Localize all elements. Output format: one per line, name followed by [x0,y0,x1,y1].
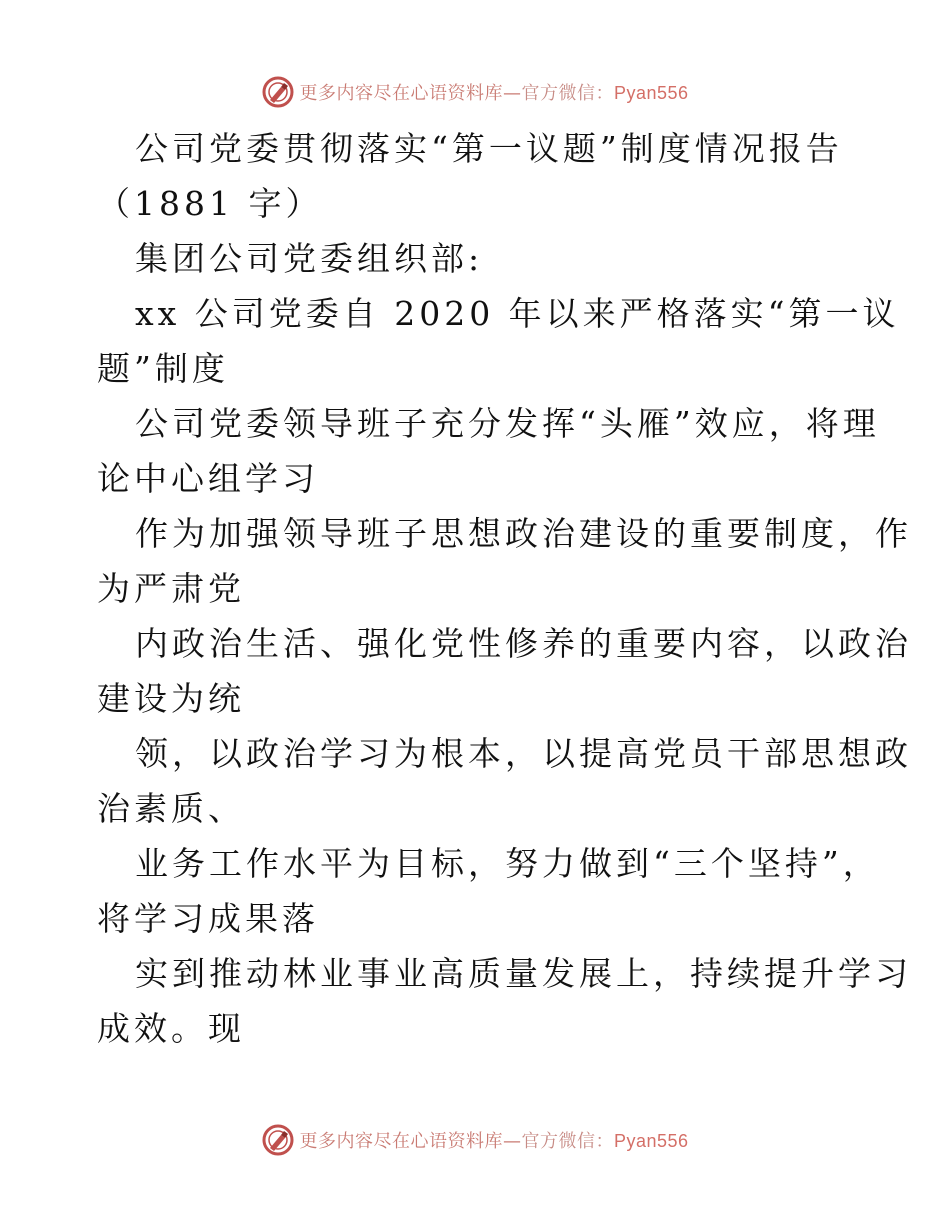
pen-logo-icon [261,1123,295,1157]
watermark-text: 更多内容尽在心语资料库—官方微信：Pyan556 [299,1131,689,1152]
paragraph-line: 作为加强领导班子思想政治建设的重要制度，作 [135,514,912,553]
pen-logo-icon [261,75,295,109]
document-body [97,121,912,1056]
watermark-banner-bottom [0,1120,950,1160]
document-title: 公司党委贯彻落实“第一议题”制度情况报告 [135,129,843,168]
word-count: （1881 字） [97,184,323,223]
paragraph-line: 题”制度 [97,349,229,388]
paragraph-line: 实到推动林业事业高质量发展上，持续提升学习 [135,954,912,993]
watermark-text: 更多内容尽在心语资料库—官方微信：Pyan556 [299,83,689,104]
paragraph-line: 为严肃党 [97,569,245,608]
paragraph-line: 领，以政治学习为根本，以提高党员干部思想政 [135,734,912,773]
watermark-banner-top [0,72,950,112]
paragraph-line: 治素质、 [97,789,245,828]
paragraph-line: 内政治生活、强化党性修养的重要内容，以政治 [135,624,912,663]
paragraph-line: xx 公司党委自 2020 年以来严格落实“第一议 [135,294,900,333]
addressee: 集团公司党委组织部: [135,239,484,278]
paragraph-line: 成效。现 [97,1009,245,1048]
paragraph-line: 建设为统 [97,679,245,718]
paragraph-line: 业务工作水平为目标，努力做到“三个坚持”， [135,844,880,883]
paragraph-line: 论中心组学习 [97,459,319,498]
paragraph-line: 将学习成果落 [97,899,319,938]
paragraph-line: 公司党委领导班子充分发挥“头雁”效应，将理 [135,404,880,443]
